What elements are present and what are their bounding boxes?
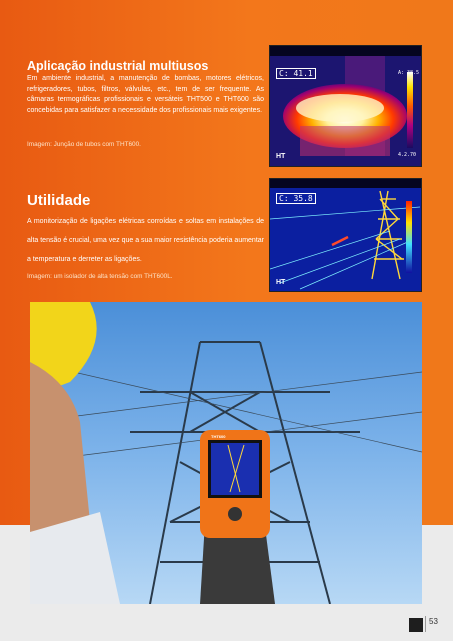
section1-body: Em ambiente industrial, a manutenção de bombas, motores elétricos, refrigeradores, tubos, filtros, válvulas, etc., tem de ser frequente. As câmaras termográficas profissionais e versáteis THT500 e THT600 são concebidas para satisfazer a necessidade dos profissionais mais exigentes. (27, 75, 264, 114)
photo-technician-with-camera (30, 302, 422, 604)
section1-caption: Imagem: Junção de tubos com THT600. (27, 141, 141, 148)
thermal-image-pipes (269, 45, 422, 167)
thermal-pipes-graphic (270, 46, 421, 166)
ht-logo-footer-icon (409, 618, 423, 632)
photo-graphic (30, 302, 422, 604)
ht-logo: HT (276, 153, 286, 160)
thermal1-reading: C: 41.1 (276, 68, 316, 79)
device-model-label: THT600 (211, 434, 226, 439)
thermal-image-insulator (269, 178, 422, 292)
thermal2-reading: C: 35.8 (276, 193, 316, 204)
ht-logo-2: HT (276, 279, 286, 286)
thermal1-value-b: 4.2.70 (398, 152, 417, 158)
footer-divider (425, 616, 426, 632)
section2-body: A monitorização de ligações elétricas corroídas e soltas em instalações de alta tensão é crucial, uma vez que a sua maior resistência poderia aumentar a temperatura e derreter as ligações. (27, 218, 264, 263)
section1-heading: Aplicação industrial multiusos (27, 59, 209, 73)
page-number: 53 (429, 617, 438, 626)
section2-caption: Imagem: um isolador de alta tensão com THT600L. (27, 273, 173, 280)
section2-heading: Utilidade (27, 192, 91, 209)
thermal1-value-a: A: 38.5 (398, 70, 420, 76)
